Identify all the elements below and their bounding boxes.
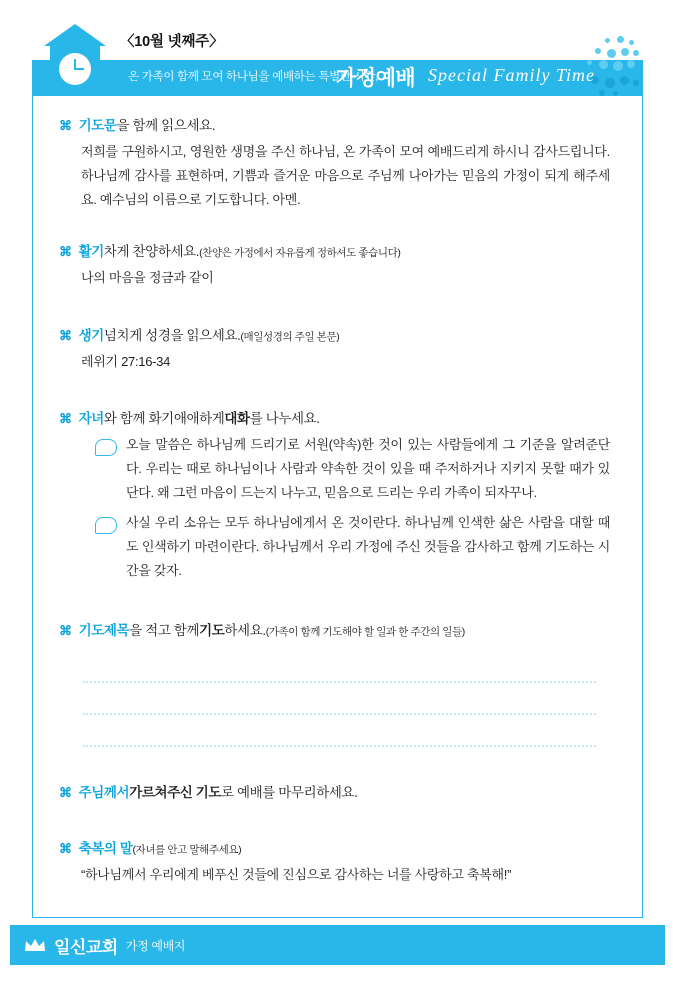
command-bullet-icon: ⌘ — [59, 244, 72, 260]
heading-strong: 기도문 — [78, 118, 117, 133]
heading-strong: 주님께서 — [78, 785, 130, 801]
section-heading — [59, 781, 616, 801]
heading-strong: 축복의 말 — [78, 841, 133, 857]
page-subtitle: Special Family Time — [428, 65, 595, 85]
command-bullet-icon: ⌘ — [59, 623, 72, 639]
command-bullet-icon: ⌘ — [59, 785, 72, 801]
prayer-text: 저희를 구원하시고, 영원한 생명을 주신 하나님, 온 가족이 모여 예배드리게 하시니 감사드립니다. 하나님께 감사를 표현하며, 기쁨과 즐거운 마음으로 주님께 나아가는 믿음의 가정이 되게 해주세요. 예수님의 이름으로 기도합니다. 아멘. — [81, 144, 610, 208]
heading-strong-2: 가르쳐주신 기도 — [129, 785, 222, 801]
heading-strong-2: 기도 — [199, 623, 225, 639]
section-blessing — [59, 837, 616, 886]
talk-item — [59, 433, 616, 505]
command-bullet-icon: ⌘ — [59, 327, 72, 343]
heading-plain-2: 하세요. — [224, 623, 266, 639]
spacer — [59, 807, 616, 837]
speech-bubble-icon — [95, 439, 117, 456]
section-prayer-topics — [59, 619, 616, 747]
speech-bubble-icon — [95, 517, 117, 534]
heading-strong: 활기 — [78, 244, 104, 260]
heading-plain: 넘치게 성경을 읽으세요. — [103, 327, 241, 343]
spacer — [59, 216, 616, 240]
talk-text: 오늘 말씀은 하나님께 드리기로 서원(약속)한 것이 있는 사람들에게 그 기준을 알려준단다. 우리는 때로 하나님이나 사람과 약속한 것이 있을 때 주저하거나 지키지 못할 때가 있단다. 왜 그런 마음이 드는지 나누고, 믿음으로 드리는 우리 가족이 되자꾸나. — [126, 436, 610, 501]
heading-note: (가족이 함께 기도해야 할 일과 한 주간의 일들) — [265, 626, 465, 639]
page-title: 가정예배 — [336, 67, 416, 90]
write-line[interactable] — [83, 651, 596, 683]
write-line[interactable] — [83, 715, 596, 747]
spacer — [59, 294, 616, 324]
section-heading — [59, 324, 616, 344]
spacer — [59, 377, 616, 407]
heading-plain-2: 를 나누세요. — [249, 410, 320, 426]
blessing-text: “하나님께서 우리에게 베푸신 것들에 진심으로 감사하는 너를 사랑하고 축복해!” — [81, 867, 512, 883]
talk-text: 사실 우리 소유는 모두 하나님에게서 온 것이란다. 하나님께 인색한 삶은 사람을 대할 때도 인색하기 마련이란다. 하나님께서 우리 가정에 주신 것들을 감사하고 함께 기도하는 시간을 갖자. — [126, 515, 610, 579]
heading-plain: 로 예배를 마무리하세요. — [221, 785, 358, 801]
page-header — [32, 18, 643, 96]
heading-note: (매일성경의 주일 본문) — [240, 330, 340, 343]
content-box — [32, 96, 643, 918]
write-line[interactable] — [83, 683, 596, 715]
heading-strong: 생기 — [78, 327, 104, 343]
section-prayer-read — [59, 114, 616, 212]
command-bullet-icon: ⌘ — [59, 118, 72, 133]
spacer — [59, 589, 616, 619]
heading-note: (찬양은 가정에서 자유롭게 정하셔도 좋습니다) — [199, 247, 401, 260]
section-bible — [59, 324, 616, 373]
heading-strong: 자녀 — [78, 410, 104, 426]
bible-passage: 레위기 27:16-34 — [81, 353, 171, 369]
heading-plain: 와 함께 화기애애하게 — [103, 410, 225, 426]
section-heading — [59, 114, 616, 134]
heading-strong-2: 대화 — [224, 410, 250, 426]
footer-subtitle: 가정 예배지 — [125, 938, 186, 953]
heading-strong: 기도제목 — [78, 623, 130, 639]
heading-plain: 을 적고 함께 — [129, 623, 200, 639]
crown-icon — [24, 938, 46, 952]
prayer-topics-writing-area[interactable] — [59, 651, 616, 747]
church-name: 일신교회 — [54, 937, 118, 957]
section-heading — [59, 407, 616, 427]
section-heading — [59, 837, 616, 857]
spacer — [59, 757, 616, 781]
house-clock-icon — [44, 24, 106, 96]
command-bullet-icon: ⌘ — [59, 410, 72, 426]
praise-song-title: 나의 마음을 정금과 같이 — [81, 270, 214, 286]
heading-plain: 차게 찬양하세요. — [103, 244, 200, 260]
section-heading — [59, 619, 616, 639]
header-tagline: 온 가족이 함께 모여 하나님을 예배하는 특별한 시간, — [128, 71, 379, 83]
talk-item — [59, 511, 616, 583]
week-label: 〈10월 넷째주〉 — [120, 34, 224, 50]
page-footer — [10, 925, 665, 965]
heading-plain: 을 함께 읽으세요. — [116, 118, 216, 133]
command-bullet-icon: ⌘ — [59, 841, 72, 857]
section-talk — [59, 407, 616, 583]
section-praise — [59, 240, 616, 289]
heading-note: (자녀를 안고 말해주세요) — [132, 844, 242, 857]
section-lords-prayer — [59, 781, 616, 801]
section-heading — [59, 240, 616, 260]
